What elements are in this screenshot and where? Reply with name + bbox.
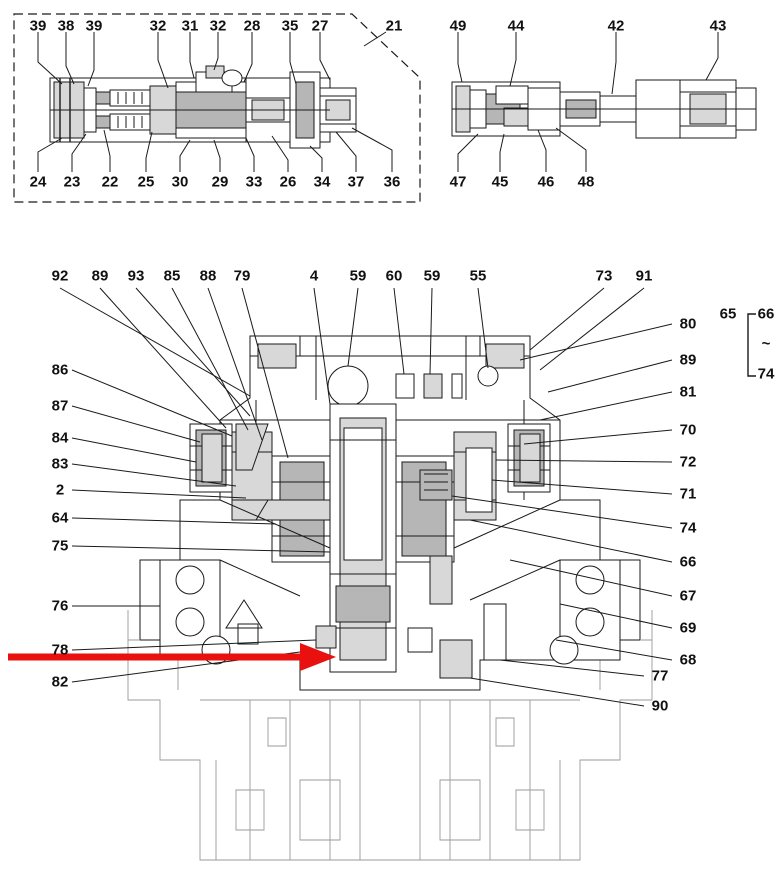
callout-tl-top-3: 32 (149, 17, 167, 35)
callout-main-right-9: 69 (679, 619, 697, 637)
callout-tl-bot-9: 37 (347, 173, 365, 191)
callout-tl-bot-3: 25 (137, 173, 155, 191)
callout-tl-bot-2: 22 (101, 173, 119, 191)
callout-tr-top-2: 42 (607, 17, 625, 35)
callout-tl-top-1: 38 (57, 17, 75, 35)
callout-tl-bot-7: 26 (279, 173, 297, 191)
callout-main-right-8: 67 (679, 587, 697, 605)
callout-main-left-4: 2 (55, 481, 65, 499)
bracket-label-65: 65 (719, 305, 737, 323)
callout-main-top-10: 55 (469, 267, 487, 285)
callout-main-left-0: 86 (51, 361, 69, 379)
callout-main-left-1: 87 (51, 397, 69, 415)
top-right-detail-group (452, 32, 756, 172)
callout-main-right-6: 74 (679, 519, 697, 537)
callout-tl-bot-0: 24 (29, 173, 47, 191)
callout-tl-top-6: 28 (243, 17, 261, 35)
callout-tr-top-3: 43 (709, 17, 727, 35)
callout-main-right-12: 90 (651, 697, 669, 715)
callout-tl-top-2: 39 (85, 17, 103, 35)
callout-main-top-7: 59 (349, 267, 367, 285)
callout-main-left-2: 84 (51, 429, 69, 447)
callout-main-right-2: 81 (679, 383, 697, 401)
bracket-range-tilde: ~ (761, 335, 771, 353)
callout-main-top-5: 79 (233, 267, 251, 285)
callout-main-right-1: 89 (679, 351, 697, 369)
callout-tl-top-8: 27 (311, 17, 329, 35)
callout-tl-bot-1: 23 (63, 173, 81, 191)
callout-tl-group-21: 21 (385, 17, 403, 35)
callout-tl-bot-10: 36 (383, 173, 401, 191)
callout-tl-top-5: 32 (209, 17, 227, 35)
callout-tr-bot-3: 48 (577, 173, 595, 191)
callout-tr-bot-1: 45 (491, 173, 509, 191)
callout-tr-bot-2: 46 (537, 173, 555, 191)
main-assembly-group (60, 288, 756, 860)
callout-tl-bot-8: 34 (313, 173, 331, 191)
callout-main-right-10: 68 (679, 651, 697, 669)
callout-tr-bot-0: 47 (449, 173, 467, 191)
callout-main-right-4: 72 (679, 453, 697, 471)
callout-tl-top-7: 35 (281, 17, 299, 35)
callout-main-right-3: 70 (679, 421, 697, 439)
callout-tr-top-1: 44 (507, 17, 525, 35)
callout-tl-bot-6: 33 (245, 173, 263, 191)
callout-tl-bot-4: 30 (171, 173, 189, 191)
callout-main-left-3: 83 (51, 455, 69, 473)
callout-main-right-0: 80 (679, 315, 697, 333)
callout-main-top-0: 92 (51, 267, 69, 285)
callout-main-left-9: 82 (51, 673, 69, 691)
callout-main-top-4: 88 (199, 267, 217, 285)
callout-main-top-6: 4 (309, 267, 319, 285)
callout-main-right-5: 71 (679, 485, 697, 503)
callout-tl-bot-5: 29 (211, 173, 229, 191)
callout-main-right-7: 66 (679, 553, 697, 571)
bracket-range-bottom-74: 74 (757, 365, 775, 383)
callout-tl-top-4: 31 (181, 17, 199, 35)
callout-main-top-3: 85 (163, 267, 181, 285)
callout-main-left-8: 78 (51, 641, 69, 659)
callout-main-right-11: 77 (651, 667, 669, 685)
callout-main-left-6: 75 (51, 537, 69, 555)
callout-main-top-2: 93 (127, 267, 145, 285)
callout-tl-top-0: 39 (29, 17, 47, 35)
callout-main-top-1: 89 (91, 267, 109, 285)
callout-main-top-12: 91 (635, 267, 653, 285)
callout-main-top-8: 60 (385, 267, 403, 285)
callout-tr-top-0: 49 (449, 17, 467, 35)
callout-main-left-5: 64 (51, 509, 69, 527)
callout-main-top-9: 59 (423, 267, 441, 285)
bracket-range-top-66: 66 (757, 305, 775, 323)
callout-main-top-11: 73 (595, 267, 613, 285)
callout-main-left-7: 76 (51, 597, 69, 615)
